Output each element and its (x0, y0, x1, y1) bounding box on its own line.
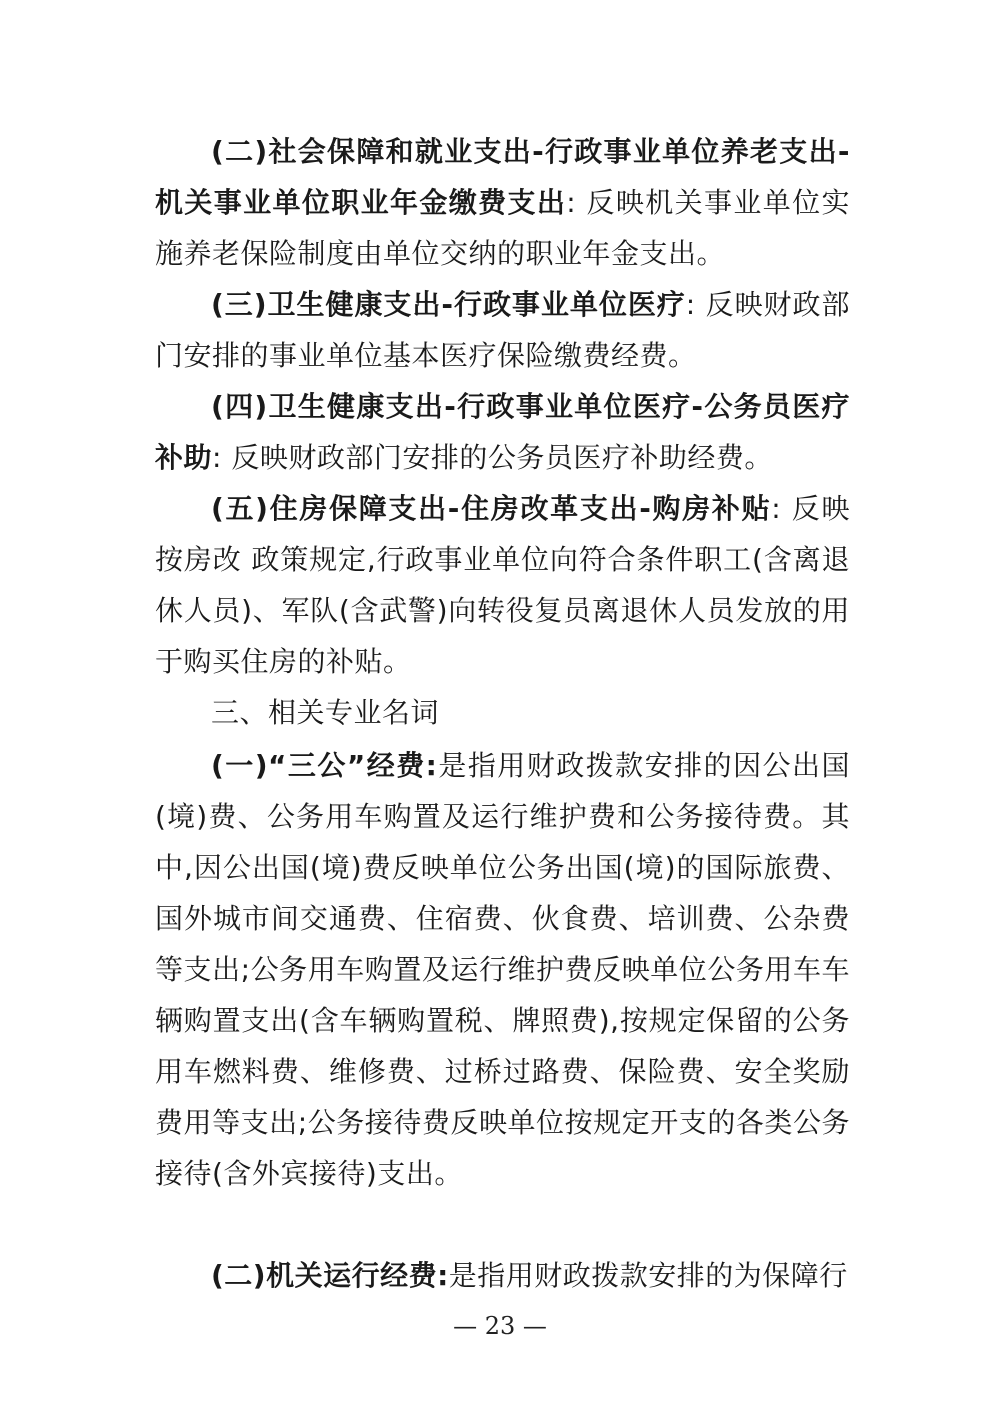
term-three-public-expenses (155, 740, 850, 1199)
page-number: — 23 — (453, 1312, 547, 1340)
paragraph-title: (二)社会保障和就业支出-行政事业单位养老支出-机关事业单位职业年金缴费支出 (155, 135, 850, 219)
section-heading: 三、相关专业名词 (211, 696, 440, 729)
paragraph-text: : 反映财政部门安排的公务员医疗补助经费。 (212, 441, 773, 474)
term-title: (一)“三公”经费: (211, 749, 438, 782)
paragraph-medical-expenditure (155, 279, 850, 381)
paragraph-text: : 反映财政部门安排的事业单位基本医疗保险缴费经费。 (155, 288, 850, 372)
paragraph-text: : 反映按房改 政策规定,行政事业单位向符合条件职工(含离退休人员)、军队(含武警)向转役复员离退休人员发放的用于购买住房的补贴。 (155, 492, 850, 678)
paragraph-title: (五)住房保障支出-住房改革支出-购房补贴 (211, 492, 772, 525)
term-title: (二)机关运行经费: (211, 1259, 449, 1292)
paragraph-pension-expenditure (155, 126, 850, 279)
term-definition: 是指用财政拨款安排的为保障行 (448, 1259, 848, 1292)
paragraph-text: : 反映机关事业单位实施养老保险制度由单位交纳的职业年金支出。 (155, 186, 850, 270)
paragraph-title: (三)卫生健康支出-行政事业单位医疗 (211, 288, 686, 321)
paragraph-title: (四)卫生健康支出-行政事业单位医疗-公务员医疗补助 (155, 390, 850, 474)
term-definition: 是指用财政拨款安排的因公出国(境)费、公务用车购置及运行维护费和公务接待费。其中,因公出国(境)费反映单位公务出国(境)的国际旅费、国外城市间交通费、住宿费、伙食费、培训费、公杂费等支出;公务用车购置及运行维护费反映单位公务用车车辆购置支出(含车辆购置税、牌照费),按规定保留的公务用车燃料费、维修费、过桥过路费、保险费、安全奖励费用等支出;公务接待费反映单位按规定开支的各类公务接待(含外宾接待)支出。 (155, 749, 850, 1190)
paragraph-civil-servant-medical-subsidy (155, 381, 850, 483)
term-agency-operating-expenses (155, 1250, 850, 1301)
paragraph-housing-subsidy (155, 483, 850, 687)
